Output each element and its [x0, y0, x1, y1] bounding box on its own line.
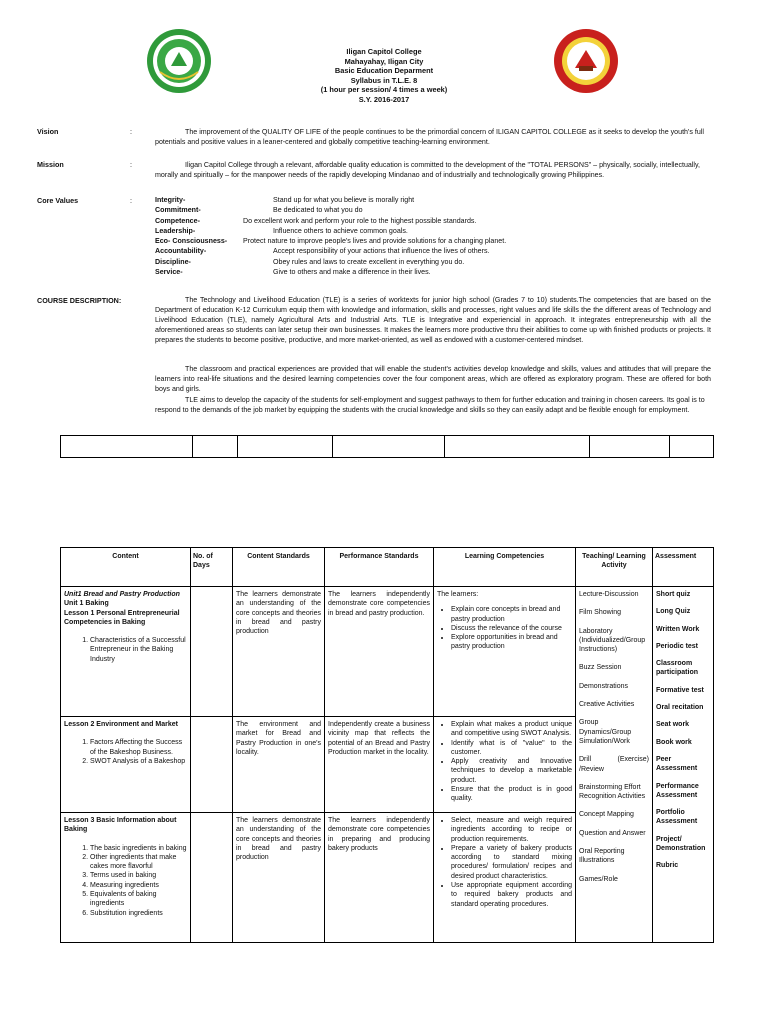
column-header: Learning Competencies — [434, 548, 576, 587]
list-item: • Prepare a variety of bakery products according to standard mixing procedures/ formulation/ recipes and desired product characteristics. — [451, 844, 572, 881]
list-item: Creative Activities — [579, 701, 635, 709]
core-value-name: Accountability- — [155, 247, 207, 256]
blank-cell — [238, 436, 333, 458]
core-value-desc: Be dedicated to what you do — [273, 206, 363, 215]
list-item: Brainstorming Effort Recognition Activities — [579, 783, 646, 801]
content-cell — [61, 587, 191, 717]
list-item: 2. SWOT Analysis of a Bakeshop — [90, 757, 187, 766]
list-item: Written Work — [656, 625, 700, 633]
list-item: 1. The basic ingredients in baking — [90, 844, 187, 853]
list-item: • Apply creativity and Innovative techniques to develop a marketable product. — [451, 757, 572, 785]
unit-subtitle: Unit 1 Baking — [64, 600, 109, 608]
list-item: Long Quiz — [656, 608, 691, 616]
list-item: Portfolio Assessment — [656, 809, 698, 826]
list-item: Peer Assessment — [656, 755, 698, 773]
core-value-desc: Do excellent work and perform your role to the highest possible standards. — [243, 216, 477, 225]
list-item: • Ensure that the product is in good quality. — [451, 785, 572, 804]
list-item: 5. Equivalents of baking ingredients — [90, 890, 187, 909]
list-item: 1. Characteristics of a Successful Entrepreneur in the Baking Industry — [90, 636, 187, 664]
core-value-desc: Accept responsibility of your actions that influence the lives of others. — [273, 247, 490, 256]
list-item: 6. Substitution ingredients — [90, 909, 187, 918]
list-item: Demonstrations — [579, 682, 629, 690]
core-value-name: Competence- — [155, 216, 200, 225]
list-item: Oral Reporting Illustrations — [579, 848, 625, 865]
column-header: Content — [61, 548, 191, 587]
core-value-name: Service- — [155, 268, 183, 277]
core-value-name: Commitment- — [155, 206, 201, 215]
list-item: • Identify what is of "value" to the customer. — [451, 739, 572, 758]
assessment-cell — [653, 587, 714, 943]
days-cell — [191, 813, 233, 943]
course-description-label: COURSE DESCRIPTION: — [37, 296, 122, 305]
list-item: Periodic test — [656, 642, 699, 650]
vision-colon: : — [130, 127, 132, 136]
list-item: • Explore opportunities in bread and pastry production — [451, 633, 572, 652]
column-header: No. of Days — [191, 548, 233, 587]
list-item: Lecture-Discussion — [579, 591, 639, 598]
blank-cell — [61, 436, 193, 458]
course-description-p1: The Technology and Livelihood Education (TLE) is a series of worktexts for junior high school (Grades 7 to 10) students.The competencies that are based on the Department of education K-12 Curriculum equip them with knowledge and information, skills and processes, right values and life skills the the different areas of Technology and Livelihood Education (TLE), namely Agricultural Arts and Industrial Arts. TLE is Integrative and experiencial in approach. It integrates entrepreneurship with all the aforementioned areas so students can later setup their own businesses. It makes the learners more productive thru their abilities to come up with finished products or projects. It prepares the students to become positive, productive, and more market-oriented, as well as endowed with a customer-centered mindset. — [155, 296, 711, 344]
header-line: (1 hour per session/ 4 times a week) — [320, 85, 448, 95]
header-line: Mahayahay, Iligan City — [344, 56, 424, 66]
list-item: Seat work — [656, 721, 690, 729]
blank-cell — [670, 436, 714, 458]
core-value-name: Integrity- — [155, 196, 186, 204]
days-cell — [191, 717, 233, 813]
competencies-cell — [434, 717, 576, 813]
core-value-desc: Influence others to achieve common goals. — [273, 226, 408, 235]
mission-colon: : — [130, 160, 132, 169]
lesson-title: Lesson 2 Environment and Market — [64, 721, 178, 728]
course-description-p3: TLE aims to develop the capacity of the students for self-employment and suggest pathways to them for further education and training in chosen careers. Its goal is to respond to the demands of the job market by equipping the students with the crucial knowledge and skills so they can easily adapt and be flexible enough for employment. — [155, 396, 705, 414]
core-value-name: Discipline- — [155, 257, 191, 266]
vision-text: The improvement of the QUALITY OF LIFE of the people continues to be the primordial concern of ILIGAN CAPITOL COLLEGE as it seeks to develop the youth's full potentials and positive values in a leaner-centered and globally competitive teaching-learning environment. — [155, 128, 704, 146]
list-item: Buzz Session — [579, 664, 622, 672]
list-item: Formative test — [656, 686, 704, 694]
list-item: 2. Other ingredients that make cakes more flavorful — [90, 853, 187, 872]
column-header: Teaching/ Learning Activity — [576, 548, 653, 587]
content-cell — [61, 717, 191, 813]
table-row — [61, 587, 714, 717]
competencies-cell — [434, 587, 576, 717]
blank-table — [60, 435, 714, 458]
course-description-p2: The classroom and practical experiences are provided that will enable the student's activities develop knowledge and skills, values and attitudes that will prepare the learners into real-life situations and the desired learning competencies cover the four component areas, which are offered as exploratory program. These are offered for both boys and girls. — [155, 365, 711, 393]
blank-cell — [193, 436, 238, 458]
mission-label: Mission — [37, 160, 64, 169]
core-value-desc: Obey rules and laws to create excellent in everything you do. — [273, 257, 465, 266]
list-item: • Use appropriate equipment according to required bakery products and standard operating procedures. — [451, 881, 572, 909]
blank-cell — [445, 436, 590, 458]
header-line: S.Y. 2016-2017 — [358, 94, 410, 104]
unit-title: Unit1 Bread and Pastry Production — [64, 591, 180, 598]
header-line: Iligan Capitol College — [346, 47, 422, 56]
list-item: Drill (Exercise) /Review — [579, 756, 649, 773]
list-item: • Explain core concepts in bread and pastry production — [451, 605, 572, 624]
column-header: Assessment — [653, 548, 714, 587]
list-item: • Explain what makes a product unique and competitive using SWOT Analysis. — [451, 720, 572, 739]
content-standard-cell: The learners demonstrate an understanding of the core concepts and theories in bread and pastry production — [233, 587, 325, 717]
list-item: Rubric — [656, 862, 679, 870]
syllabus-table — [60, 547, 714, 943]
list-item: Laboratory (Individualized/Group Instructions) — [579, 627, 646, 654]
list-item: 3. Terms used in baking — [90, 871, 187, 880]
lesson-title: Lesson 1 Personal Entrepreneurial Competencies in Baking — [64, 609, 180, 626]
core-values-label: Core Values — [37, 196, 79, 205]
column-header: Content Standards — [233, 548, 325, 587]
list-item: Short quiz — [656, 591, 691, 598]
list-item: 4. Measuring ingredients — [90, 881, 187, 890]
list-item: Oral recitation — [656, 704, 704, 712]
core-values-list — [155, 195, 715, 277]
core-values-colon: : — [130, 196, 132, 205]
list-item: 1. Factors Affecting the Success of the Bakeshop Business. — [90, 738, 187, 757]
list-item: Project/ Demonstration — [656, 835, 706, 853]
list-item: Classroom participation — [656, 660, 699, 677]
days-cell — [191, 587, 233, 717]
header-line: Basic Education Deparment — [334, 66, 434, 76]
list-item: Concept Mapping — [579, 811, 634, 819]
core-value-desc: Give to others and make a difference in their lives. — [273, 268, 431, 277]
content-standard-cell: The environment and market for Bread and Pastry Production in one's locality. — [233, 717, 325, 813]
core-value-desc: Protect nature to improve people's lives and provide solutions for a changing planet. — [243, 237, 507, 246]
list-item: Film Showing — [579, 609, 622, 617]
lesson-title: Lesson 3 Basic Information about Baking — [64, 817, 177, 834]
performance-standard-cell: The learners independently demonstrate core competencies in preparing and producing bakery products — [325, 813, 434, 943]
table-header-row — [61, 548, 714, 587]
list-item: • Discuss the relevance of the course — [451, 624, 572, 633]
document-header — [0, 47, 768, 105]
performance-standard-cell: The learners independently demonstrate core competencies in bread and pastry production. — [325, 587, 434, 717]
performance-standard-cell: Independently create a business vicinity map that reflects the potential of an Bread and Pastry Production market in the locality. — [325, 717, 434, 813]
core-value-name: Leadership- — [155, 226, 196, 235]
list-item: Book work — [656, 738, 692, 746]
core-value-desc: Stand up for what you believe is morally right — [273, 196, 415, 204]
list-item: Question and Answer — [579, 829, 646, 837]
header-line: Syllabus in T.L.E. 8 — [350, 75, 418, 85]
blank-cell — [333, 436, 445, 458]
mission-text: Iligan Capitol College through a relevant, affordable quality education is committed to the development of the "TOTAL PERSONS" – physically, socially, intellectually, morally and spiritually – for the manpower needs of the rapidly developing Mindanao and of industrially and technologically growing Philippines. — [155, 161, 701, 179]
list-item: Games/Role — [579, 875, 618, 883]
blank-cell — [590, 436, 670, 458]
competencies-cell — [434, 813, 576, 943]
content-standard-cell: The learners demonstrate an understanding of the core concepts and theories in bread and pastry production — [233, 813, 325, 943]
column-header: Performance Standards — [325, 548, 434, 587]
list-item: Group Dynamics/Group Simulation/Work — [579, 719, 632, 745]
list-item: Performance Assessment — [656, 782, 699, 799]
competency-intro: The learners: — [437, 591, 479, 598]
activities-cell — [576, 587, 653, 943]
content-cell — [61, 813, 191, 943]
vision-label: Vision — [37, 127, 59, 136]
core-value-name: Eco- Consciousness- — [155, 237, 228, 246]
list-item: • Select, measure and weigh required ingredients according to recipe or production requirements. — [451, 816, 572, 844]
